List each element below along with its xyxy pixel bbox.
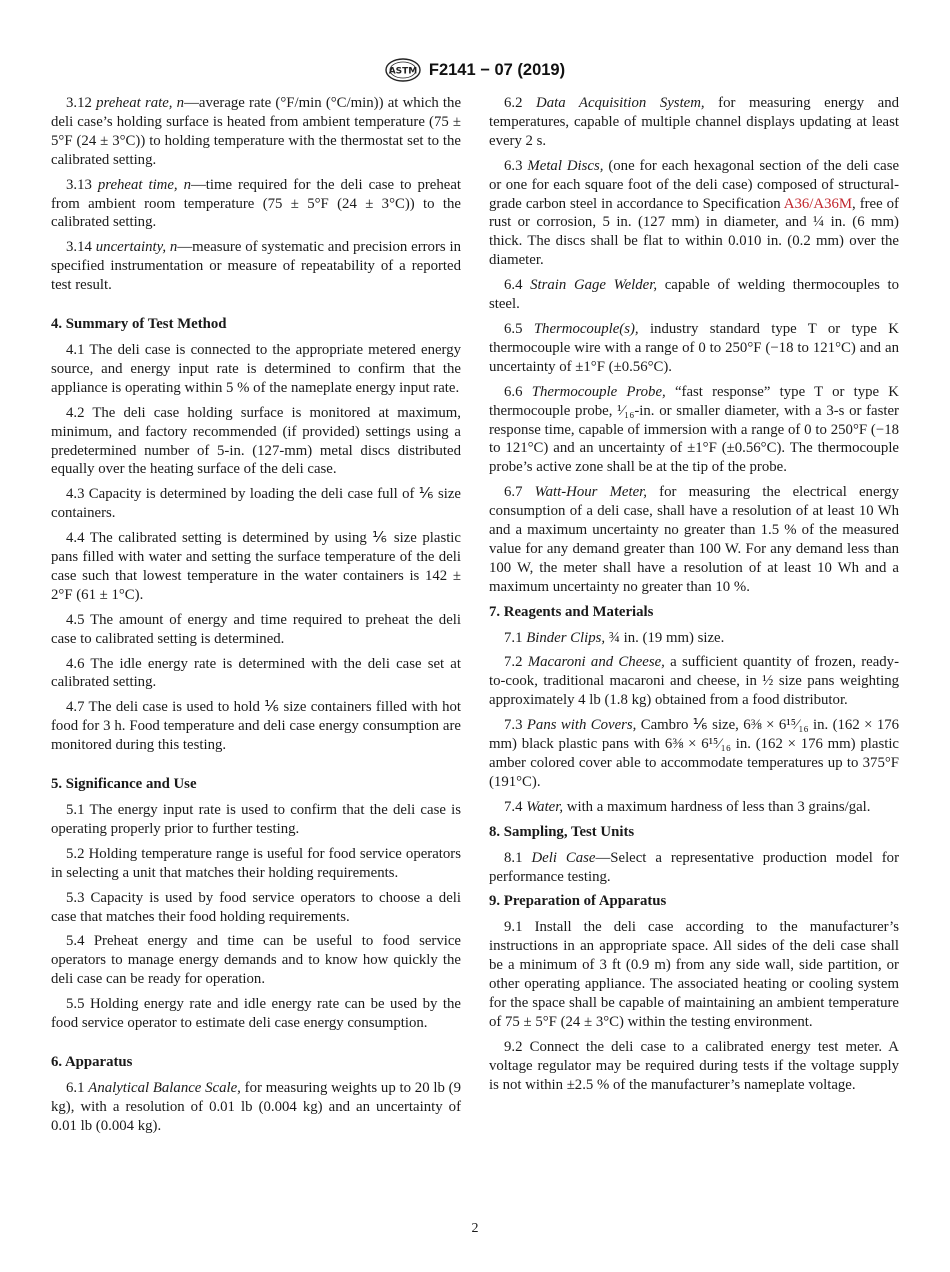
paragraph-7-3: 7.3 Pans with Covers, Cambro ⅙ size, 6⅜ × 6¹⁵⁄₁₆ in. (162 × 176 mm) black plastic pans with 6⅜ × 6¹⁵⁄₁₆ in. (162 × 176 mm) plastic amber colored cover able to accommodate temperatures up to 375°F (191°C). [489,717,900,790]
paragraph-3-14: 3.14 uncertainty, n—measure of systematic and precision errors in specified instrumentation or measure of repeatability of a reported test result. [51,239,462,294]
paragraph-5-2: 5.2 Holding temperature range is useful for food service operators in selecting a unit that matches their holding requirements. [51,845,461,881]
astm-logo-text: ASTM [388,66,418,77]
paragraph-4-2: 4.2 The deli case holding surface is monitored at maximum, minimum, and factory recommended (if provided) settings using a predetermined number of 5-in. (127-mm) metal discs distributed equally over the heating surface of the deli case. [51,404,461,478]
left-column [51,94,461,1142]
paragraph-9-2: 9.2 Connect the deli case to a calibrated energy test meter. A voltage regulator may be required during tests if the voltage supply is not within ±2.5 % of the manufacturer’s nameplate voltage. [489,1038,899,1093]
page-number: 2 [471,1221,479,1236]
paragraph-6-6: 6.6 Thermocouple Probe, “fast response” type T or type K thermocouple probe, ¹⁄₁₆-in. or smaller diameter, with a 3-s or faster response time, capable of immersion with a range of 0 to 250°F (−18 to 121°C) and an uncertainty of ±1°F (±0.56°C). The thermocouple probe’s active zone shall be at the tip of the probe. [489,383,899,476]
paragraph-5-4: 5.4 Preheat energy and time can be useful to food service operators to manage energy demands and to know how quickly the deli case can be ready for operation. [51,933,461,988]
section-heading-4: 4. Summary of Test Method [51,316,227,333]
paragraph-4-3: 4.3 Capacity is determined by loading the deli case full of ⅙ size containers. [51,486,461,522]
paragraph-4-4: 4.4 The calibrated setting is determined by using ⅙ size plastic pans filled with water and setting the surface temperature of the deli case such that lowest temperature in the water containers is 142 ± 2°F (61 ± 1°C). [51,530,461,603]
section-heading-5: 5. Significance and Use [51,776,197,793]
paragraph-6-7: 6.7 Watt-Hour Meter, for measuring the electrical energy consumption of a deli case, shall have a resolution of at least 10 Wh and a maximum uncertainty no greater than 1.5 % of the measured value for any demand greater than 100 W. For any demand less than 100 W, the meter shall have a resolution of at least 10 Wh and a maximum uncertainty no greater than 10 %. [489,484,899,595]
section-heading-8: 8. Sampling, Test Units [489,823,635,840]
paragraph-6-4: 6.4 Strain Gage Welder, capable of welding thermocouples to steel. [489,277,900,313]
astm-logo-icon [385,58,421,82]
paragraph-6-5: 6.5 Thermocouple(s), industry standard type T or type K thermocouple wire with a range of 0 to 250°F (−18 to 121°C) and an uncertainty of ±1°F (±0.56°C). [489,320,899,375]
section-heading-7: 7. Reagents and Materials [489,603,654,620]
paragraph-6-2: 6.2 Data Acquisition System, for measuring energy and temperatures, capable of multiple channel displays updating at least every 2 s. [489,95,900,149]
paragraph-3-12: 3.12 preheat rate, n—average rate (°F/min (°C/min)) at which the deli case’s holding surface is heated from ambient temperature (75 ± 5°F (24 ± 3°C)) to holding temperature with the thermostat set to the calibrated setting. [51,95,462,168]
right-column [489,94,899,1101]
document-designation: F2141 − 07 (2019) [428,60,566,79]
specification-link[interactable]: A36/A36M [783,195,853,212]
paragraph-7-4: 7.4 Water, with a maximum hardness of less than 3 grains/gal. [504,798,871,815]
section-heading-9: 9. Preparation of Apparatus [489,893,667,910]
paragraph-7-2: 7.2 Macaroni and Cheese, a sufficient quantity of frozen, ready-to-cook, traditional macaroni and cheese, in ½ size pans weighting approximately 4 lb (1.8 kg) obtained from a food distributor. [489,654,899,709]
paragraph-8-1: 8.1 Deli Case—Select a representative production model for performance testing. [489,849,900,885]
paragraph-9-1: 9.1 Install the deli case according to the manufacturer’s instructions in an appropriate space. All sides of the deli case shall be a minimum of 3 ft (0.9 m) from any side wall, side partition, or other operating appliance. The associated heating or cooling system for the space shall be capable of maintaining an ambient temperature of 75 ± 5°F (24 ± 3°C) within the testing environment. [489,919,899,1030]
page-header [0,57,950,83]
paragraph-4-7: 4.7 The deli case is used to hold ⅙ size containers filled with hot food for 3 h. Food temperature and deli case energy consumption are monitored during this testing. [51,699,461,754]
paragraph-4-5: 4.5 The amount of energy and time required to preheat the deli case to calibrated setting is determined. [51,611,461,647]
paragraph-4-6: 4.6 The idle energy rate is determined with the deli case set at calibrated setting. [51,655,461,691]
paragraph-5-1: 5.1 The energy input rate is used to confirm that the deli case is operating properly prior to further testing. [51,802,461,837]
section-heading-6: 6. Apparatus [51,1053,133,1070]
paragraph-5-5: 5.5 Holding energy rate and idle energy rate can be used by the food service operator to estimate deli case energy consumption. [51,996,461,1032]
paragraph-5-3: 5.3 Capacity is used by food service operators to choose a deli case that matches their food holding requirements. [51,889,461,925]
paragraph-7-1: 7.1 Binder Clips, ¾ in. (19 mm) size. [504,629,725,646]
paragraph-4-1: 4.1 The deli case is connected to the appropriate metered energy source, and energy input rate is determined to confirm that the appliance is operating within 5 % of the nameplate energy input rate. [51,341,461,396]
paragraph-6-1: 6.1 Analytical Balance Scale, for measuring weights up to 20 lb (9 kg), with a resolution of 0.01 lb (0.004 kg) and an uncertainty of 0.01 lb (0.004 kg). [51,1079,461,1134]
paragraph-6-3: 6.3 Metal Discs, (one for each hexagonal section of the deli case or one for each square foot of the deli case) composed of structural-grade carbon steel in accordance to Specification A36/A36M, free of rust or corrosion, 5 in. (127 mm) in diameter, and ¼ in. (6 mm) thick. The discs shall be flat to within 0.010 in. (0.2 mm) over the diameter. [489,157,900,269]
paragraph-3-13: 3.13 preheat time, n—time required for the deli case to preheat from ambient room temperature (75 ± 5°F (24 ± 3°C)) to the calibrated setting. [51,176,462,231]
